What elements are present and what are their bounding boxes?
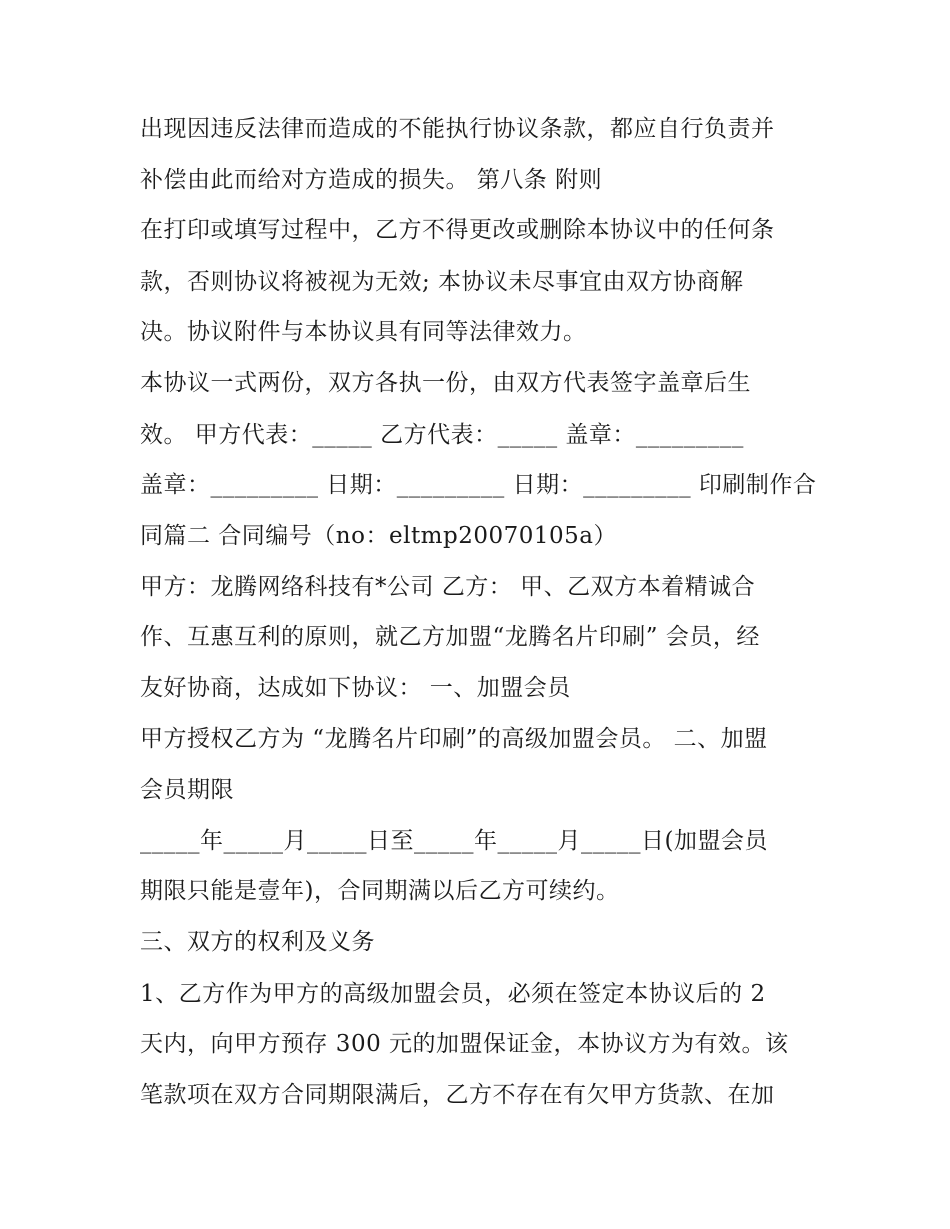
text-line: 1、乙方作为甲方的高级加盟会员，必须在签定本协议后的 2 (140, 981, 766, 1007)
text-line: 甲方：龙腾网络科技有*公司 乙方： 甲、乙双方本着精诚合 (140, 574, 756, 600)
text-line: 同篇二 合同编号（no：eltmp20070105a） (140, 523, 617, 549)
text-line: 在打印或填写过程中，乙方不得更改或删除本协议中的任何条 (140, 217, 775, 243)
text-line: 作、互惠互利的原则，就乙方加盟“龙腾名片印刷” 会员，经 (140, 624, 760, 650)
text-line: 出现因违反法律而造成的不能执行协议条款，都应自行负责并 (140, 116, 775, 142)
text-line: 天内，向甲方预存 300 元的加盟保证金，本协议方为有效。该 (140, 1031, 789, 1057)
text-line: 本协议一式两份，双方各执一份，由双方代表签字盖章后生 (140, 370, 751, 396)
text-line: 笔款项在双方合同期限满后，乙方不存在有欠甲方货款、在加 (140, 1082, 775, 1108)
text-line: _____年_____月_____日至_____年_____月_____日(加盟会员 (140, 828, 768, 854)
text-line: 决。协议附件与本协议具有同等法律效力。 (140, 319, 587, 345)
text-line: 期限只能是壹年)，合同期满以后乙方可续约。 (140, 878, 620, 904)
text-line: 甲方授权乙方为 “龙腾名片印刷”的高级加盟会员。 二、加盟 (140, 726, 768, 752)
text-line: 会员期限 (140, 777, 234, 803)
text-line: 友好协商，达成如下协议： 一、加盟会员 (140, 675, 571, 701)
text-line: 效。 甲方代表：_____ 乙方代表：_____ 盖章：_________ (140, 422, 744, 448)
text-line: 盖章：_________ 日期：_________ 日期：_________ 印刷制作合 (140, 472, 817, 498)
text-line: 补偿由此而给对方造成的损失。 第八条 附则 (140, 167, 603, 193)
text-line: 三、双方的权利及义务 (140, 929, 375, 955)
text-line: 款，否则协议将被视为无效; 本协议未尽事宜由双方协商解 (140, 269, 744, 295)
